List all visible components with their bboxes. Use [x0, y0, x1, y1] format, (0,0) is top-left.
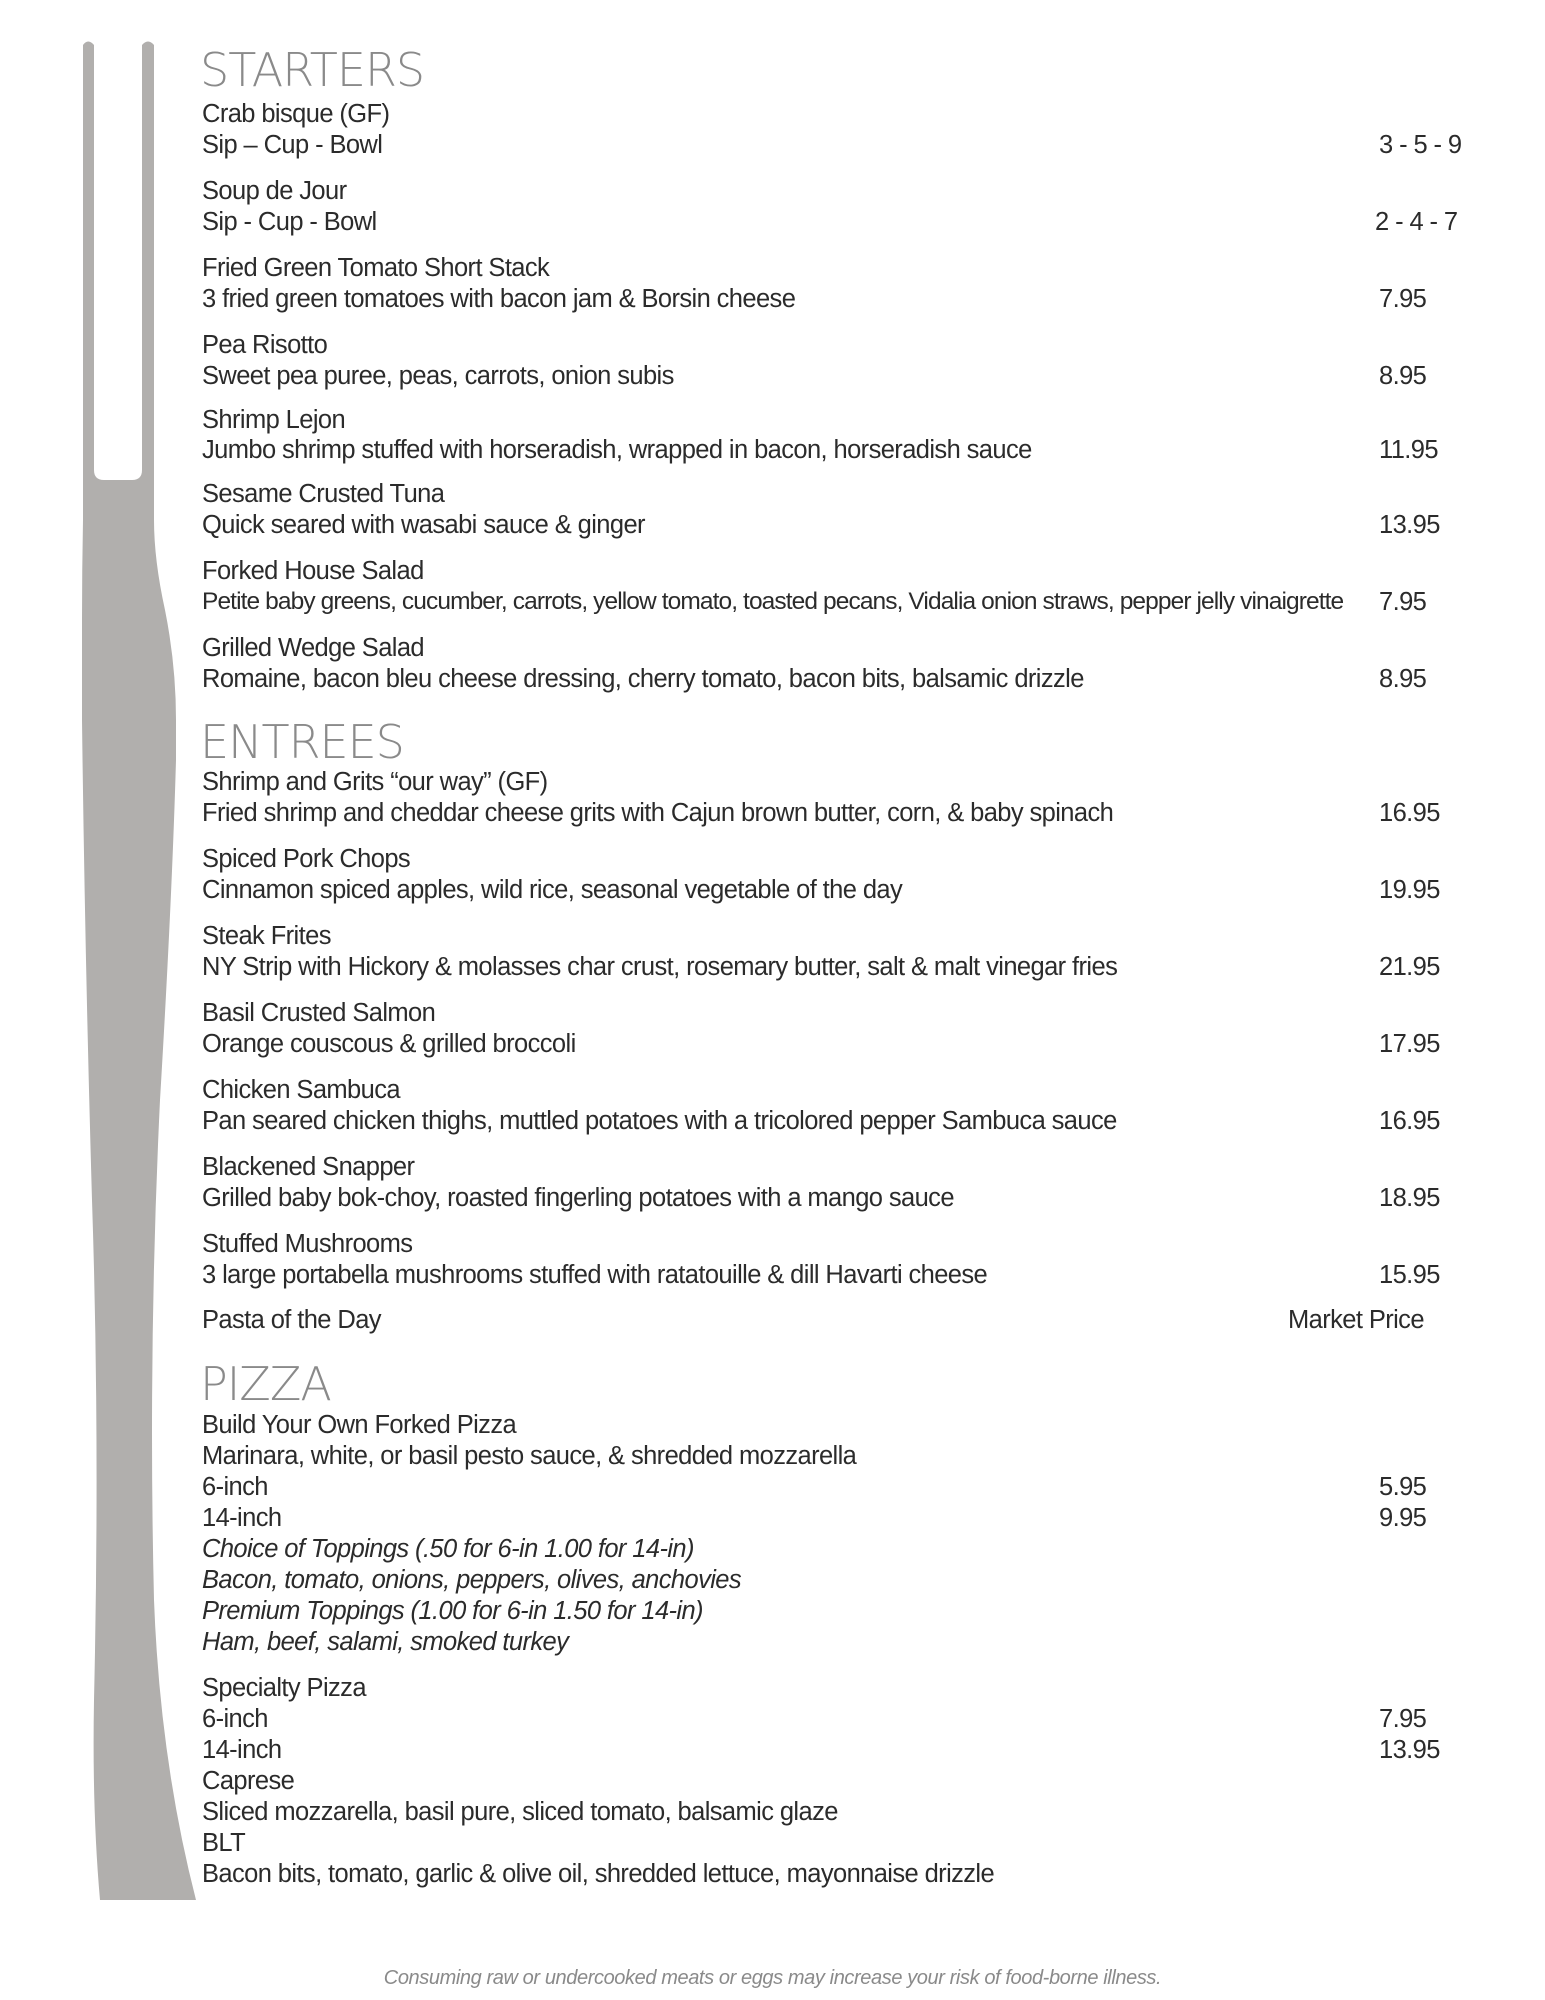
starter-desc: Sip - Cup - Bowl: [202, 208, 377, 236]
starter-desc: Quick seared with wasabi sauce & ginger: [202, 511, 645, 539]
entree-desc: NY Strip with Hickory & molasses char crust, rosemary butter, salt & malt vinegar fries: [202, 953, 1118, 981]
specialty-desc: Sliced mozzarella, basil pure, sliced tomato, balsamic glaze: [202, 1798, 838, 1826]
starter-desc: Jumbo shrimp stuffed with horseradish, wrapped in bacon, horseradish sauce: [202, 436, 1032, 464]
starter-price: 7.95: [1379, 285, 1427, 313]
starter-name: Pea Risotto: [202, 331, 328, 359]
starter-desc: Sweet pea puree, peas, carrots, onion subis: [202, 362, 674, 390]
pizza-size: 6-inch: [202, 1705, 268, 1733]
specialty-pizza-name: Specialty Pizza: [202, 1674, 366, 1702]
entree-price: 15.95: [1379, 1261, 1440, 1289]
starter-name: Soup de Jour: [202, 177, 347, 205]
starter-price: 7.95: [1379, 588, 1427, 616]
starter-name: Fried Green Tomato Short Stack: [202, 254, 550, 282]
entree-price: 16.95: [1379, 1107, 1440, 1135]
pizza-size: 6-inch: [202, 1473, 268, 1501]
entrees-heading: ENTREES: [200, 715, 404, 769]
food-safety-disclaimer: Consuming raw or undercooked meats or eggs may increase your risk of food-borne illness.: [383, 1967, 1162, 1989]
entree-name: Stuffed Mushrooms: [202, 1230, 413, 1258]
pizza-price: 7.95: [1379, 1705, 1427, 1733]
starter-name: Forked House Salad: [202, 557, 424, 585]
starter-name: Crab bisque (GF): [202, 100, 390, 128]
entree-name: Chicken Sambuca: [202, 1076, 400, 1104]
entree-desc: Orange couscous & grilled broccoli: [202, 1030, 576, 1058]
premium-toppings-list: Ham, beef, salami, smoked turkey: [202, 1628, 569, 1656]
starter-desc: Petite baby greens, cucumber, carrots, yellow tomato, toasted pecans, Vidalia onion straws, pepper jelly vinaigrette: [202, 588, 1344, 615]
starter-desc: Romaine, bacon bleu cheese dressing, cherry tomato, bacon bits, balsamic drizzle: [202, 665, 1084, 693]
starter-name: Grilled Wedge Salad: [202, 634, 425, 662]
pizza-size: 14-inch: [202, 1504, 282, 1532]
toppings-list: Bacon, tomato, onions, peppers, olives, anchovies: [202, 1566, 742, 1594]
starter-name: Sesame Crusted Tuna: [202, 480, 445, 508]
entree-price: Market Price: [1288, 1306, 1424, 1334]
pizza-price: 13.95: [1379, 1736, 1440, 1764]
entree-desc: Pan seared chicken thighs, muttled potatoes with a tricolored pepper Sambuca sauce: [202, 1107, 1117, 1135]
entree-desc: Grilled baby bok-choy, roasted fingerling potatoes with a mango sauce: [202, 1184, 954, 1212]
starter-name: Shrimp Lejon: [202, 406, 346, 434]
pizza-price: 9.95: [1379, 1504, 1427, 1532]
starter-price: 11.95: [1379, 436, 1438, 464]
entree-name: Shrimp and Grits “our way” (GF): [202, 768, 548, 796]
entree-desc: 3 large portabella mushrooms stuffed with ratatouille & dill Havarti cheese: [202, 1261, 988, 1289]
entree-price: 21.95: [1379, 953, 1440, 981]
entree-name: Basil Crusted Salmon: [202, 999, 436, 1027]
specialty-desc: Bacon bits, tomato, garlic & olive oil, shredded lettuce, mayonnaise drizzle: [202, 1860, 995, 1888]
entree-name: Spiced Pork Chops: [202, 845, 411, 873]
starters-heading: STARTERS: [200, 43, 425, 97]
entree-price: 19.95: [1379, 876, 1440, 904]
pizza-desc: Marinara, white, or basil pesto sauce, & shredded mozzarella: [202, 1442, 857, 1470]
specialty-name: BLT: [202, 1829, 246, 1857]
pizza-size: 14-inch: [202, 1736, 282, 1764]
pizza-heading: PIZZA: [200, 1357, 331, 1411]
entree-name: Steak Frites: [202, 922, 331, 950]
entree-desc: Fried shrimp and cheddar cheese grits with Cajun brown butter, corn, & baby spinach: [202, 799, 1114, 827]
starter-price: 8.95: [1379, 665, 1427, 693]
starter-price: 13.95: [1379, 511, 1440, 539]
entree-price: 18.95: [1379, 1184, 1440, 1212]
starter-desc: Sip – Cup - Bowl: [202, 131, 383, 159]
pizza-name: Build Your Own Forked Pizza: [202, 1411, 517, 1439]
entree-name: Blackened Snapper: [202, 1153, 415, 1181]
specialty-name: Caprese: [202, 1767, 295, 1795]
entree-price: 16.95: [1379, 799, 1440, 827]
starter-price: 3 - 5 - 9: [1379, 131, 1462, 159]
starter-desc: 3 fried green tomatoes with bacon jam & Borsin cheese: [202, 285, 796, 313]
premium-toppings-title: Premium Toppings (1.00 for 6-in 1.50 for 14-in): [202, 1597, 703, 1625]
entree-desc: Cinnamon spiced apples, wild rice, seasonal vegetable of the day: [202, 876, 903, 904]
toppings-title: Choice of Toppings (.50 for 6-in 1.00 for 14-in): [202, 1535, 694, 1563]
entree-price: 17.95: [1379, 1030, 1440, 1058]
starter-price: 2 - 4 - 7: [1375, 208, 1458, 236]
fork-graphic: [0, 0, 200, 2000]
starter-price: 8.95: [1379, 362, 1427, 390]
entree-name: Pasta of the Day: [202, 1306, 381, 1334]
pizza-price: 5.95: [1379, 1473, 1427, 1501]
